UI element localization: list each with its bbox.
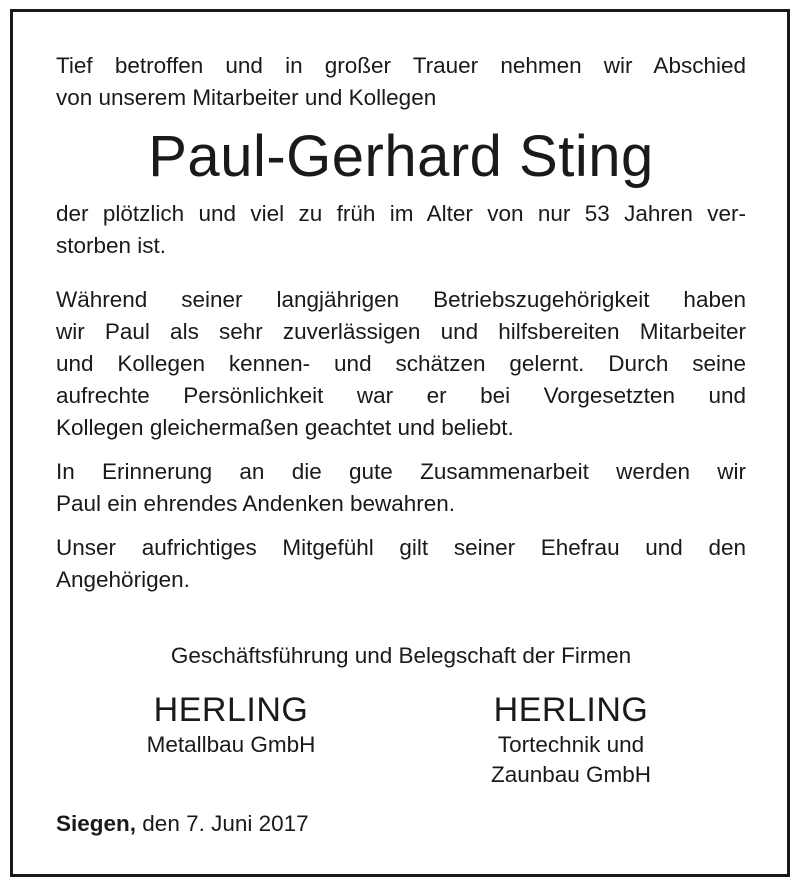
tribute-line-3: und Kollegen kennen- und schätzen gelernt. Durch seine bbox=[56, 351, 746, 376]
firm-tortechnik bbox=[456, 690, 686, 790]
remembrance-paragraph bbox=[56, 456, 746, 520]
firms-header: Geschäftsführung und Belegschaft der Firmen bbox=[170, 643, 632, 668]
firm-name: HERLING bbox=[153, 691, 309, 729]
intro-line-2: von unserem Mitarbeiter und Kollegen bbox=[56, 85, 437, 110]
death-notice-text bbox=[56, 198, 746, 262]
intro-line-1: Tief betroffen und in großer Trauer nehmen wir Abschied bbox=[56, 53, 746, 78]
firms-list bbox=[56, 690, 746, 790]
obituary-notice bbox=[56, 50, 746, 840]
remembrance-line-2: Paul ein ehrendes Andenken bewahren. bbox=[56, 491, 456, 516]
place: Siegen, bbox=[56, 811, 137, 836]
tribute-paragraph bbox=[56, 284, 746, 444]
place-date bbox=[56, 808, 746, 840]
tribute-line-1: Während seiner langjährigen Betriebszugehörigkeit haben bbox=[56, 287, 746, 312]
tribute-line-5: Kollegen gleichermaßen geachtet und beliebt. bbox=[56, 415, 514, 440]
condolence-paragraph bbox=[56, 532, 746, 596]
condolence-line-2: Angehörigen. bbox=[56, 567, 190, 592]
condolence-line-1: Unser aufrichtiges Mitgefühl gilt seiner Ehefrau und den bbox=[56, 535, 746, 560]
deceased-name: Paul-Gerhard Sting bbox=[148, 124, 654, 189]
firm-subtitle: Metallbau GmbH bbox=[146, 732, 316, 757]
death-notice-line-1: der plötzlich und viel zu früh im Alter von nur 53 Jahren ver- bbox=[56, 201, 746, 226]
firm-subtitle-2: Zaunbau GmbH bbox=[490, 762, 652, 787]
firm-metallbau bbox=[116, 690, 346, 790]
firm-subtitle: Tortechnik und bbox=[497, 732, 645, 757]
date: den 7. Juni 2017 bbox=[142, 811, 309, 836]
intro-text bbox=[56, 50, 746, 114]
remembrance-line-1: In Erinnerung an die gute Zusammenarbeit werden wir bbox=[56, 459, 746, 484]
tribute-line-2: wir Paul als sehr zuverlässigen und hilfsbereiten Mitarbeiter bbox=[56, 319, 746, 344]
death-notice-line-2: storben ist. bbox=[56, 233, 167, 258]
firm-name: HERLING bbox=[493, 691, 649, 729]
tribute-line-4: aufrechte Persönlichkeit war er bei Vorgesetzten und bbox=[56, 383, 746, 408]
